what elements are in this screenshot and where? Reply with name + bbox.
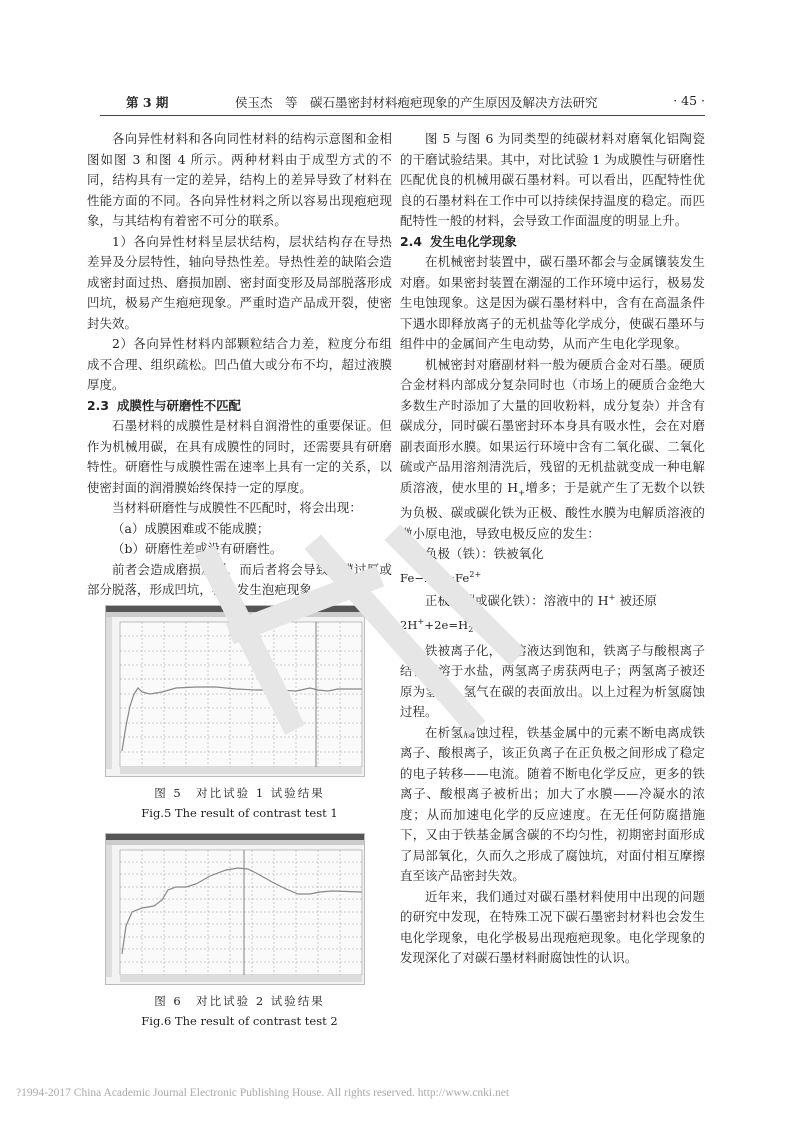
section-heading-2-4 bbox=[400, 232, 705, 253]
paragraph-text: 机械密封对磨副材料一般为硬质合金对石墨。硬质合金材料内部成分复杂同时也（市场上的硬质合金绝大多数生产时添加了大量的回收粉料，成分复杂）并含有碳成分，同时碳石墨密封环本身具有吸水性，会在对磨副表面形水膜。如果运行环境中含有二氧化碳、二氧化硫或产品用溶剂清洗后，残留的无机盐就变成一种电解质溶液，使水里的 H bbox=[400, 356, 705, 495]
section-number: 2.4 bbox=[400, 233, 422, 249]
section-heading-2-3 bbox=[87, 396, 392, 417]
paragraph: 2）各向异性材料内部颗粒结合力差，粒度分布组成不合理、组织疏松。凹凸值大或分布不均，超过液膜厚度。 bbox=[87, 336, 392, 392]
page-number: · 45 · bbox=[673, 93, 705, 108]
subscript: + bbox=[518, 487, 525, 497]
equation-2 bbox=[400, 612, 705, 641]
figure-5-plot bbox=[106, 606, 364, 776]
paragraph bbox=[400, 355, 705, 545]
paragraph: 在析氢腐蚀过程，铁基金属中的元素不断电离成铁离子、酸根离子，该正负离子在正负极之间形成了稳定的电子转移——电流。随着不断电化学反应，更多的铁离子、酸根离子被析出；加大了水膜——冷凝水的浓度；从而加速电化学的反应速度。在无任何防腐措施下，又由于铁基金属含碳的不均匀性，初期密封面形成了局部氧化，久而久之形成了腐蚀坑，对面付相互摩擦直至该产品密封失效。 bbox=[400, 724, 705, 884]
paragraph: 图 5 与图 6 为同类型的纯碳材料对磨氧化铝陶瓷的干磨试验结果。其中，对比试验 1 为成膜性与研磨性匹配优良的机械用碳石墨材料。可以看出，匹配特性优良的石墨材料在工作中可以持续保持温度的稳定。而匹配特性一般的材料，会导致工作面温度的明显上升。 bbox=[400, 131, 705, 228]
left-column bbox=[87, 129, 392, 1029]
figure-5 bbox=[87, 605, 392, 821]
section-title: 发生电化学现象 bbox=[430, 233, 517, 249]
right-column bbox=[400, 129, 705, 969]
equation-1 bbox=[400, 565, 705, 588]
label-text: 正极（碳或碳化铁）：溶液中的 H bbox=[425, 593, 609, 609]
section-number: 2.3 bbox=[87, 397, 109, 413]
section-title: 成膜性与研磨性不匹配 bbox=[117, 397, 241, 413]
paragraph: 在机械密封装置中，碳石墨环都会与金属镶装发生对磨。如果密封装置在潮湿的工作环境中运行，极易发生电蚀现象。这是因为碳石墨材料中，含有在高温条件下遇水即释放离子的无机盐等化学成分，使碳石墨环与组件中的金属间产生电动势，从而产生电化学现象。 bbox=[400, 254, 705, 351]
list-item: （b）研磨性差或没有研磨性。 bbox=[112, 541, 283, 556]
equation-text: Fe−2e bbox=[400, 570, 439, 585]
label-text: 被还原 bbox=[615, 593, 657, 609]
equation-text: 2H bbox=[400, 617, 418, 632]
running-title: 侯玉杰 等 碳石墨密封材料疱疤现象的产生原因及解决方法研究 bbox=[235, 95, 598, 110]
equation-text: +2e=H bbox=[424, 617, 469, 632]
figure-5-caption-cn: 图 5 对比试验 1 试验结果 bbox=[154, 785, 325, 800]
paragraph: 石墨材料的成膜性是材料自润滑性的重要保证。但作为机械用碳，在具有成膜性的同时，还需要具有研磨特性。研磨性与成膜性需在速率上具有一定的关系，以使密封面的润滑膜始终保持一定的厚度。 bbox=[87, 418, 392, 495]
paragraph: 1）各向异性材料呈层状结构，层状结构存在导热差异及分层特性，轴向导热性差。导热性差的缺陷会造成密封面过热、磨损加剧、密封面变形及局部脱落形成凹坑，极易产生疱疤现象。严重时造产品成开裂，使密封失效。 bbox=[87, 233, 392, 331]
figure-6-caption-cn: 图 6 对比试验 2 试验结果 bbox=[154, 993, 325, 1008]
superscript: + bbox=[608, 593, 616, 603]
paragraph: 前者会造成磨损加剧，而后者将会导致成膜过厚或部分脱落，形成凹坑，极易发生泡疤现象。 bbox=[87, 561, 392, 597]
figure-5-caption-en: Fig.5 The result of contrast test 1 bbox=[141, 805, 338, 820]
superscript: − bbox=[438, 569, 446, 579]
paragraph: 当材料研磨性与成膜性不匹配时，将会出现： bbox=[112, 500, 362, 515]
equation-text: =Fe bbox=[445, 570, 470, 585]
issue-number: 第 3 期 bbox=[126, 95, 169, 110]
figure-6-image bbox=[105, 833, 365, 985]
copyright-footer: ?1994-2017 China Academic Journal Electronic Publishing House. All rights reserved. http://www.cnki.net bbox=[16, 1087, 510, 1099]
running-header bbox=[100, 93, 705, 116]
figure-6-plot bbox=[106, 834, 364, 984]
superscript: + bbox=[417, 616, 425, 626]
paragraph-text: 增多；于是就产生了无数个以铁为负极、碳或碳化铁为正极、酸性水膜为电解质溶液的微小原电池，导致电极反应的发生： bbox=[400, 479, 705, 541]
positive-electrode-label bbox=[400, 588, 705, 612]
negative-electrode-label: 负极（铁）：铁被氧化 bbox=[425, 546, 544, 562]
list-item: （a）成膜困难或不能成膜； bbox=[112, 520, 270, 536]
equation-text: ↑ bbox=[473, 617, 487, 632]
paragraph: 近年来，我们通过对碳石墨材料使用中出现的问题的研究中发现，在特殊工况下碳石墨密封材料也会发生电化学现象，电化学极易出现疱疤现象。电化学现象的发现深化了对碳石墨材料耐腐蚀性的认识。 bbox=[400, 888, 705, 966]
subscript: 2 bbox=[468, 625, 474, 635]
paragraph: 铁被离子化，当溶液达到饱和，铁离子与酸根离子结合不溶于水盐，两氢离子虏获两电子；两氢离子被还原为氢气；氢气在碳的表面放出。以上过程为析氢腐蚀过程。 bbox=[400, 642, 705, 720]
figure-6 bbox=[87, 833, 392, 1029]
paragraph: 各向异性材料和各向同性材料的结构示意图和金相图如图 3 和图 4 所示。两种材料由于成型方式的不同，结构具有一定的差异，结构上的差异导致了材料在性能方面的不同。各向异性材料之所以容易出现疱疤现象，与其结构有着密不可分的联系。 bbox=[87, 131, 392, 228]
figure-6-caption-en: Fig.6 The result of contrast test 2 bbox=[141, 1013, 338, 1028]
figure-5-image bbox=[105, 605, 365, 777]
superscript: 2+ bbox=[469, 569, 482, 579]
